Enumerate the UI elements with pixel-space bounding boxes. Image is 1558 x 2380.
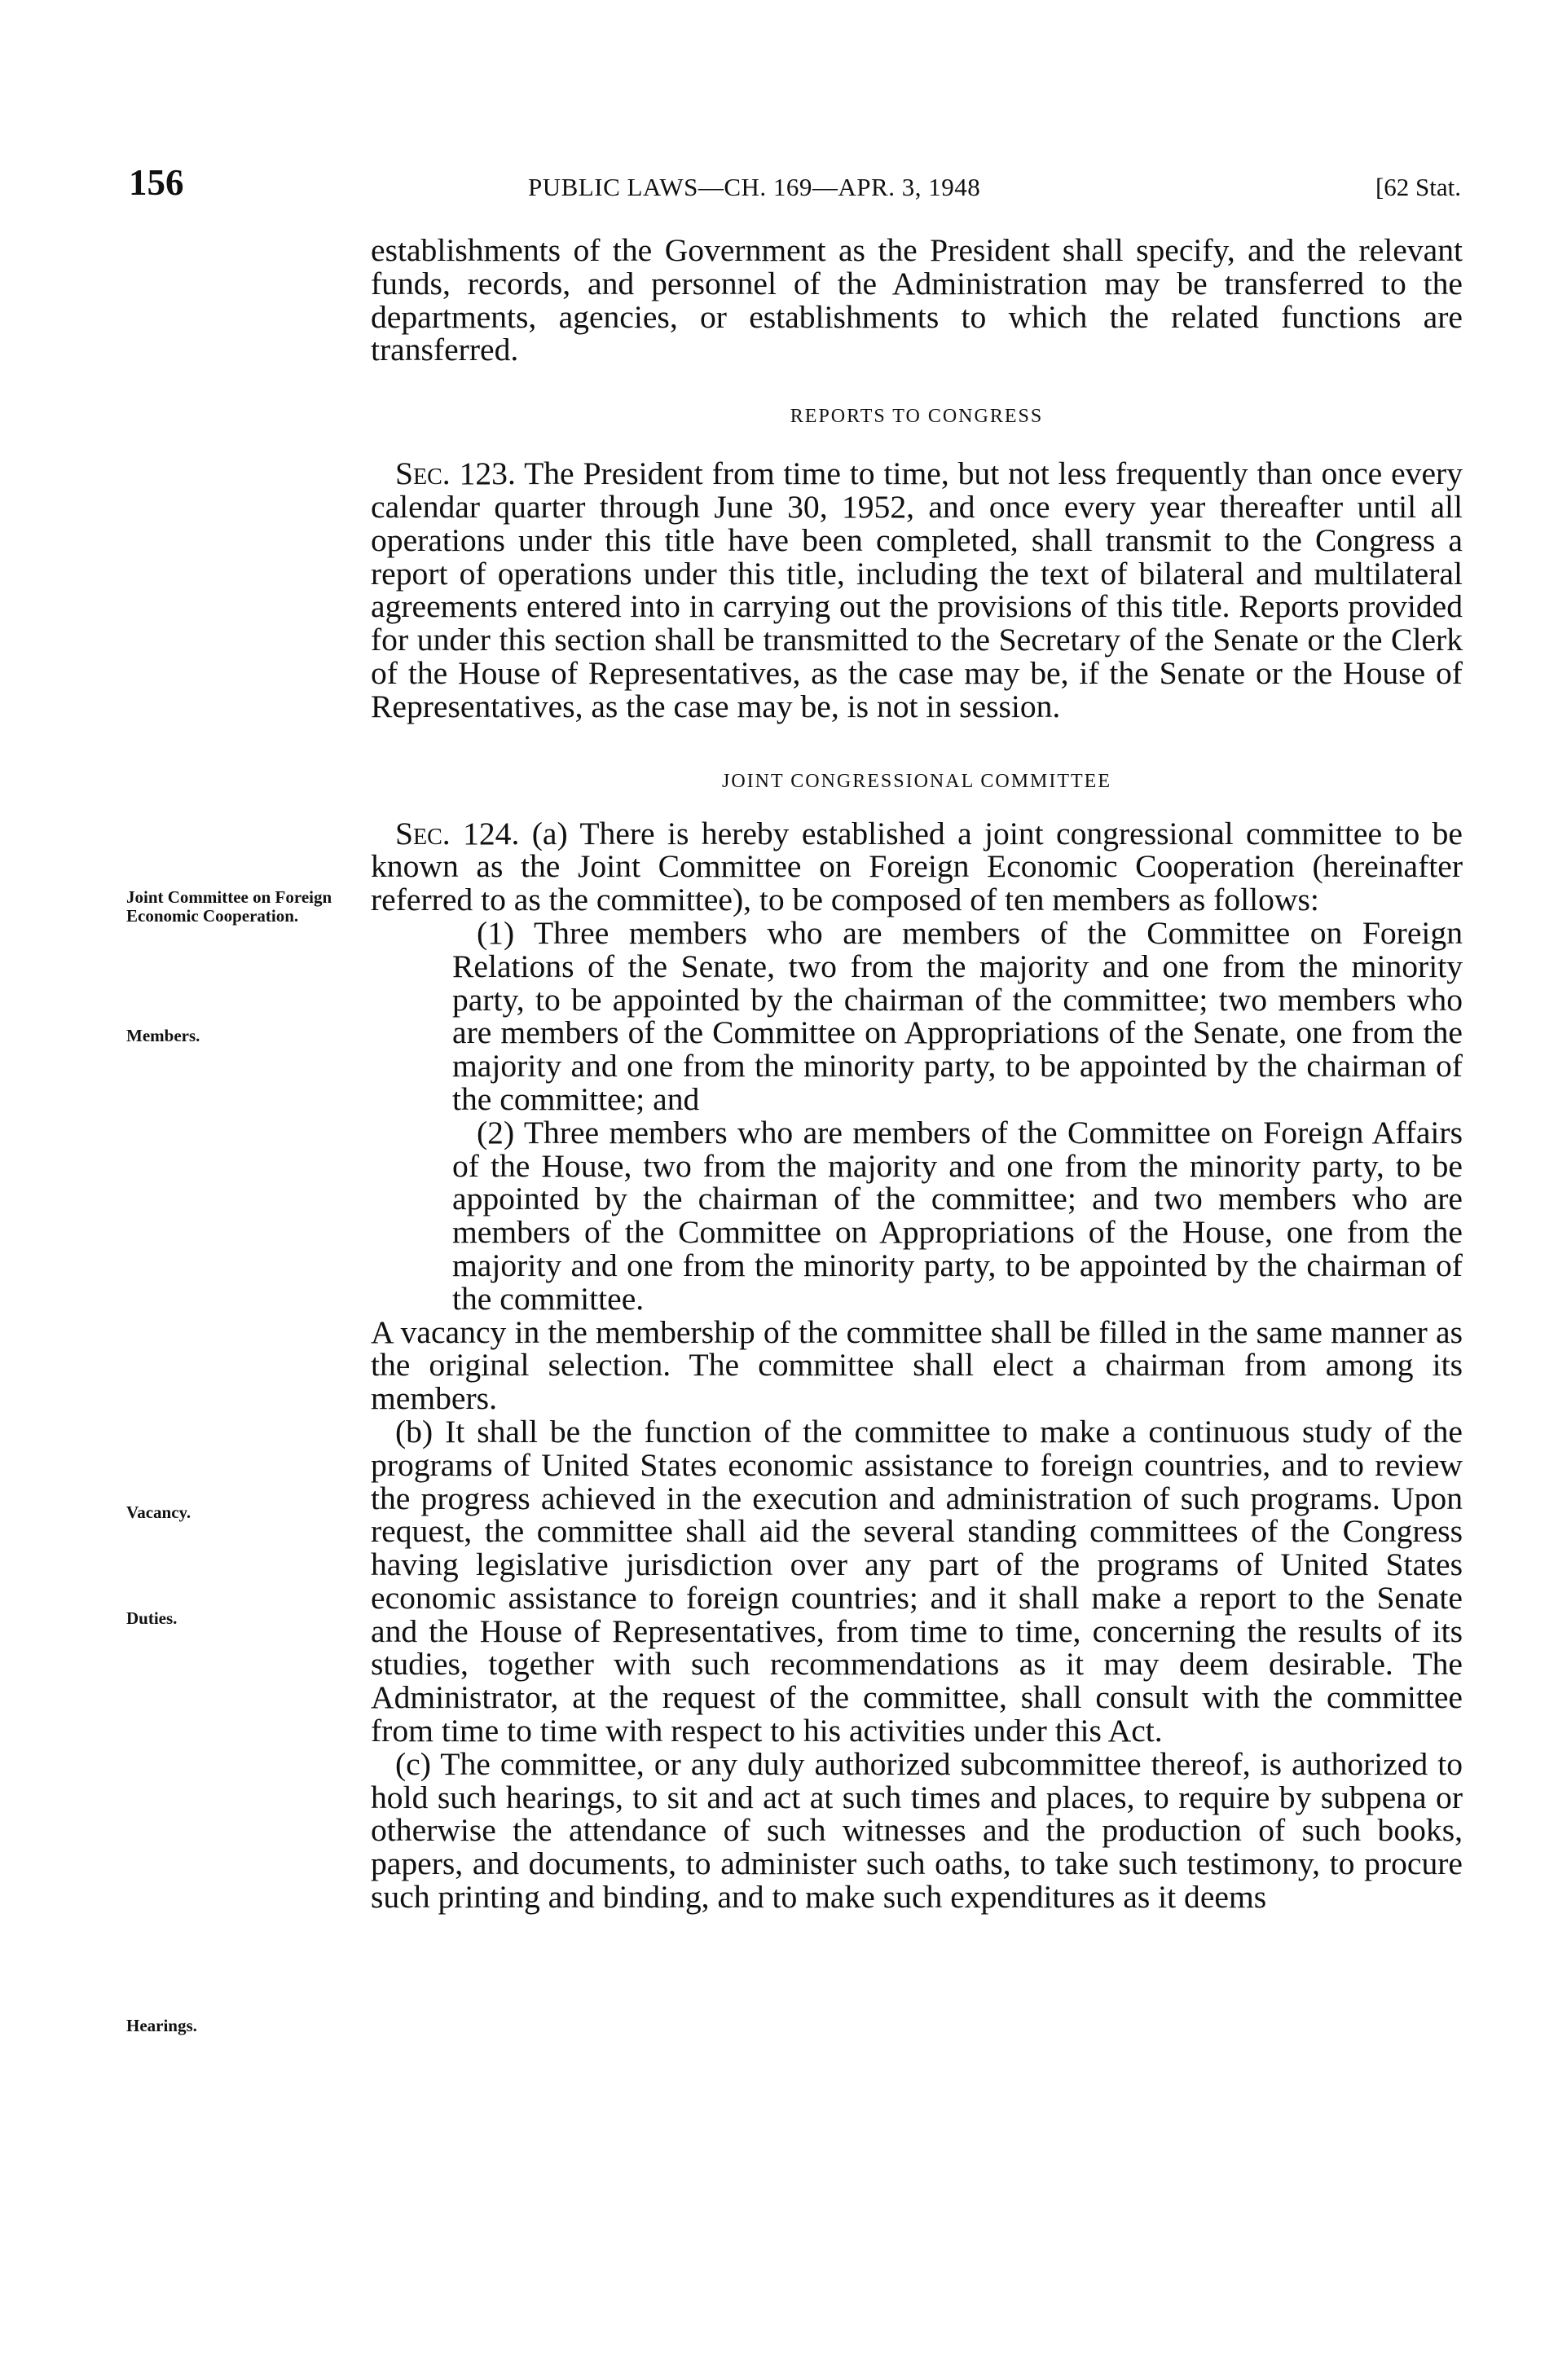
duties-paragraph: (b) It shall be the function of the committee to make a continuous study of the programs of United States economic assistance to foreign countries, and to review the progress achieved in the execution and administration of such programs. Upon request, the committee shall aid the several standing committees of the Congress having legislative jurisdiction over any part of the programs of United States economic assistance to foreign countries; and it shall make a report to the Senate and the House of Representatives, from time to time, concerning the results of its studies, together with such recommendations as it may deem desirable. The Administrator, at the request of the committee, shall consult with the committee from time to time with respect to his activities under this Act.	[371, 1413, 1463, 1749]
section-123	[371, 457, 1463, 723]
page-header	[129, 161, 1461, 210]
section-124-a-text: (a) There is hereby established a joint congressional committee to be known as the Joint Committee on Foreign Economic Cooperation (hereinafter referred to as the committee), to be composed of ten members as follows:	[371, 815, 1463, 918]
heading-reports-to-congress: REPORTS TO CONGRESS	[790, 406, 1044, 428]
margin-note-members: Members.	[126, 1026, 200, 1045]
main-text	[371, 234, 1463, 1914]
margin-note-hearings: Hearings.	[126, 2016, 197, 2035]
margin-note-duties: Duties.	[126, 1608, 178, 1628]
section-124-a	[371, 817, 1463, 917]
margin-note-vacancy: Vacancy.	[126, 1502, 191, 1522]
vacancy-paragraph: A vacancy in the membership of the committee shall be filled in the same manner as the original selection. The committee shall elect a chairman from among its members.	[371, 1313, 1463, 1417]
hearings-paragraph: (c) The committee, or any duly authorized subcommittee thereof, is authorized to hold such hearings, to sit and act at such times and places, to require by subpena or otherwise the attendance of such witnesses and the production of such books, papers, and documents, to administer such oaths, to take such testimony, to procure such printing and binding, and to make such expenditures as it deems	[371, 1745, 1463, 1916]
heading-joint-congressional-committee: JOINT CONGRESSIONAL COMMITTEE	[722, 770, 1111, 792]
continuation-paragraph: establishments of the Government as the President shall specify, and the relevant funds, records, and personnel of the Administration may be transferred to the departments, agencies, or establishments to which the related functions are transferred.	[371, 232, 1463, 368]
section-124-label: Sec. 124.	[395, 815, 520, 851]
page-number: 156	[129, 162, 184, 203]
statute-reference: [62 Stat.	[1375, 173, 1461, 201]
margin-note-joint-committee: Joint Committee on Foreign Economic Cooperation.	[126, 887, 332, 926]
section-124-item-1: (1) Three members who are members of the Committee on Foreign Relations of the Senate, two from the majority and one from the minority party, to be appointed by the chairman of the committee; two members who are members of the Committee on Appropriations of the Senate, one from the majority and one from the minority party, to be appointed by the chairman of the committee; and	[452, 914, 1463, 1117]
section-123-text: The President from time to time, but not less frequently than once every calendar quarter through June 30, 1952, and once every year thereafter until all operations under this title have been completed, shall transmit to the Congress a report of operations under this title, including the text of bilateral and multilateral agreements entered into in carrying out the provisions of this title. Reports provided for under this section shall be transmitted to the Secretary of the Senate or the Clerk of the House of Representatives, as the case may be, if the Senate or the House of Representatives, as the case may be, is not in session.	[371, 455, 1463, 724]
section-124-item-2: (2) Three members who are members of the Committee on Foreign Affairs of the House, two from the majority and one from the minority party, to be appointed by the chairman of the committee; and two members who are members of the Committee on Appropriations of the House, one from the majority and one from the minority party, to be appointed by the chairman of the committee.	[452, 1114, 1463, 1317]
section-123-label: Sec. 123.	[395, 455, 516, 492]
running-head: PUBLIC LAWS—CH. 169—APR. 3, 1948	[528, 173, 981, 201]
